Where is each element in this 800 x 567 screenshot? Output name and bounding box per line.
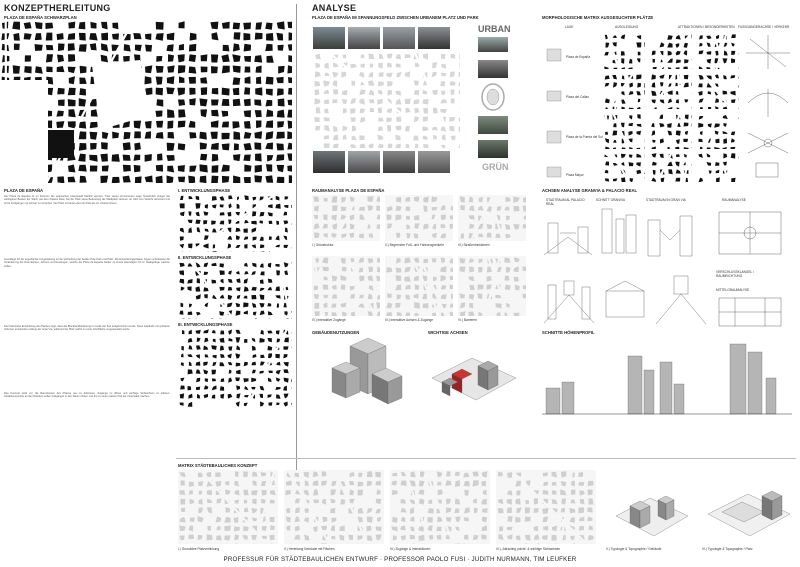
urban-photo-2 [478, 60, 508, 78]
label-gebaeude: GEBÄUDENUTZUNGEN [312, 330, 360, 335]
matrix-col-3: ATTRAKTIONEN / BESONDERHEITEN [678, 25, 735, 29]
label-plaza-de-espana: PLAZA DE ESPAÑA [4, 188, 44, 193]
paragraph-4: Das Konzept sieht vor, die Raumkanten des Platzes neu zu definieren, Zugänge zu öffnen und wichtige Sichtachsen zu stärken. Attraktionspunkte an den Rändern sollen Fußgänger in den Raum ziehen und ihn zu einem aktiven Teil der Innenstadt machen. [4, 392, 170, 399]
raum-caption-5: IV.) Interaktive Achsen & Zugänge [385, 318, 434, 322]
matrix-col-4: FUSSGÄNGERACHSE / VERKEHR [738, 25, 790, 29]
raum-caption-6: VI.) Barrieren [458, 318, 477, 322]
schnitte-profile [542, 338, 792, 416]
matrix-row-1: Plaza de España [566, 55, 591, 59]
matrix-cell-3-2 [603, 113, 645, 149]
schwarzplan-map [0, 20, 292, 183]
perspective-sketch-6 [656, 272, 706, 326]
achsen-diagram [715, 208, 785, 258]
gruen-photo-2 [478, 140, 508, 158]
achsen-sub-1: STADTRAUM AL PALACIO REAL [546, 198, 585, 206]
photo-6 [348, 151, 380, 173]
konzept-caption-6: VI.) Typologie & Topographie / Platz [702, 547, 753, 551]
paragraph-3: Die historische Entwicklung des Platzes zeigt, dass die Blockrandbebauung im Laufe der Zeit aufgebrochen wurde. Neue Gebäude mit größeren Volumen entstanden entlang der Gran Via, während der Platz selbst zu einer Grünfläche umgewandelt wurde. [4, 325, 170, 332]
raum-caption-1: I.) Grünstruktur [312, 243, 334, 247]
photo-7 [383, 151, 415, 173]
urban-photo-1 [478, 37, 508, 52]
photo-5 [313, 151, 345, 173]
perspective-sketch-3 [646, 210, 694, 258]
konzept-map-3 [390, 470, 490, 544]
raum-map-3 [458, 195, 526, 241]
matrix-col-2: AUSGLEIDUNG [615, 25, 639, 29]
label-achsen: ACHSEN ANALYSE GRANVIA & PALACIO REAL [542, 188, 638, 193]
raum-map-6 [458, 256, 526, 316]
konzept-axo-5 [606, 476, 696, 542]
achsen-axo [422, 338, 526, 410]
raum-caption-3: III.) Straßenfunktionen [458, 243, 490, 247]
konzept-map-4 [496, 470, 596, 544]
raum-caption-2: II.) Begrenzter Fuß- und Fahrzeugverkehr [385, 243, 444, 247]
paragraph-1: Der Plaza de España ist im Zentrum der spanischen Hauptstadt Madrid verortet. Trotz seiner prominenten Lage hinsichtlich einiger der wichtigsten Bauten der Stadt, wie dem Palacio Real, hat der Platz seine Bedeutung als Stadtplatz verloren. Er wird vom Verkehr dominiert und ist für Fußgänger nur schwer zu erreichen. Der Platz ist heute eher ein Park als ein urbaner Raum. [4, 195, 170, 205]
photo-1 [313, 27, 345, 49]
photo-3 [383, 27, 415, 49]
achsen-sub-4: RAUMANALYSE [722, 198, 746, 202]
section-title-konzept: KONZEPTHERLEITUNG [4, 3, 111, 13]
entwicklung-2-map [178, 261, 292, 319]
raum-map-4 [312, 256, 380, 316]
achsen-sub-3: STADTRAUM IN GRAN VIA [646, 198, 686, 202]
matrix-lage-shapes [545, 33, 565, 183]
perspective-sketch-5 [600, 275, 650, 325]
achsen-sub-2: SCHNITT GRANVIA [596, 198, 625, 202]
label-entwicklung-2: II. ENTWICKLUNGSPHASE [178, 255, 232, 260]
matrix-cell-4-4 [697, 152, 739, 182]
divider-vertical [296, 4, 297, 474]
matrix-cell-3-3 [650, 113, 692, 149]
perspective-sketch-4 [544, 275, 594, 325]
raum-map-5 [385, 256, 453, 316]
label-spannungsfeld: PLAZA DE ESPAÑA IM SPANNUNGSFELD ZWISCHEN URBANEM PLATZ UND PARK [312, 15, 479, 20]
entwicklung-3-map [178, 328, 292, 408]
gebaeude-axo [312, 338, 412, 410]
label-raumanalyse: RAUMANALYSE PLAZA DE ESPAÑA [312, 188, 385, 193]
matrix-cell-4-2 [603, 152, 645, 182]
photo-4 [418, 27, 450, 49]
perspective-sketch-1 [544, 215, 592, 257]
matrix-row-4: Plaza Mayor [566, 173, 584, 177]
footer-credits: PROFESSUR FÜR STÄDTEBAULICHEN ENTWURF · PROFESSOR PAOLO FUSI · JUDITH NURMANN, TIM LEUFKER [223, 556, 577, 563]
matrix-row-3: Plaza de la Puerta del Sol [566, 135, 603, 139]
matrix-cell-3-4 [697, 113, 739, 149]
matrix-cell-2-2 [603, 73, 645, 109]
perspective-sketch-2 [596, 205, 640, 257]
matrix-cell-1-3 [650, 33, 692, 69]
matrix-cell-4-3 [650, 152, 692, 182]
photo-8 [418, 151, 450, 173]
konzept-caption-1: I.) Grundidee Platzverlinkung [178, 547, 220, 551]
urban-green-diagram [480, 82, 506, 112]
konzept-caption-4: IV.) „Attracting points“ & wichtige Sichtachsen [496, 547, 561, 551]
label-morph-matrix: MORPHOLOGISCHE MATRIX AUSGESUCHTER PLÄTZE [542, 15, 654, 20]
raum-caption-4: IV.) Interaktive Zugänge [312, 318, 346, 322]
konzept-map-1 [178, 470, 278, 544]
label-matrix-konzept: MATRIX STÄDTEBAULICHES KONZEPT [178, 463, 258, 468]
label-schwarzplan: PLAZA DE ESPAÑA SCHWARZPLAN [4, 15, 77, 20]
matrix-cell-2-3 [650, 73, 692, 109]
matrix-col-1: LAGE [565, 25, 574, 29]
matrix-row-2: Plaza del Callao [566, 95, 590, 99]
konzept-axo-6 [702, 476, 794, 542]
label-entwicklung-3: III. ENTWICKLUNGSPHASE [178, 322, 233, 327]
matrix-fussgaenger [744, 33, 792, 183]
konzept-map-2 [284, 470, 384, 544]
konzept-caption-5: V.) Typologie & Topographie / Gebäude [606, 547, 662, 551]
matrix-cell-1-2 [603, 33, 645, 69]
raum-map-2 [385, 195, 453, 241]
paragraph-2: Grundlage für die angedachte Umgestaltung ist die Verbindung der beiden Pole Park und Platz. Die Entwicklungsphasen zeigen schrittweise die Veränderung der Raumkanten, Achsen und Nutzungen, welche die Plaza de España wieder zu einem lebendigen Ort im Stadtgefüge machen sollen. [4, 258, 170, 268]
photo-2 [348, 27, 380, 49]
konzept-caption-2: II.) Herleitung Gebäude mit Flächen [284, 547, 335, 551]
matrix-cell-1-4 [697, 33, 739, 69]
label-urban: URBAN [478, 24, 511, 34]
label-schnitte: SCHNITTE HÖHENPROFIL [542, 330, 595, 335]
konzept-caption-3: III.) Zugänge & Interaktionen [390, 547, 431, 551]
entwicklung-1-map [178, 194, 292, 252]
divider-horizontal [176, 458, 796, 459]
gruen-photo-1 [478, 116, 508, 134]
label-wichtige-achsen: WICHTIGE ACHSEN [428, 330, 468, 335]
matrix-cell-2-4 [697, 73, 739, 109]
achsen-sub-5: VERSCHLUSSKLANGEL / RAUMRICHTUNG [716, 270, 754, 278]
analyse-plan [313, 52, 460, 148]
label-entwicklung-1: I. ENTWICKLUNGSPHASE [178, 188, 231, 193]
raum-map-1 [312, 195, 380, 241]
achsen-diagram-2 [715, 296, 785, 328]
section-title-analyse: ANALYSE [312, 3, 357, 13]
achsen-sub-6: MITTELGRAUMALYSE [716, 288, 750, 292]
label-gruen: GRÜN [482, 162, 509, 172]
